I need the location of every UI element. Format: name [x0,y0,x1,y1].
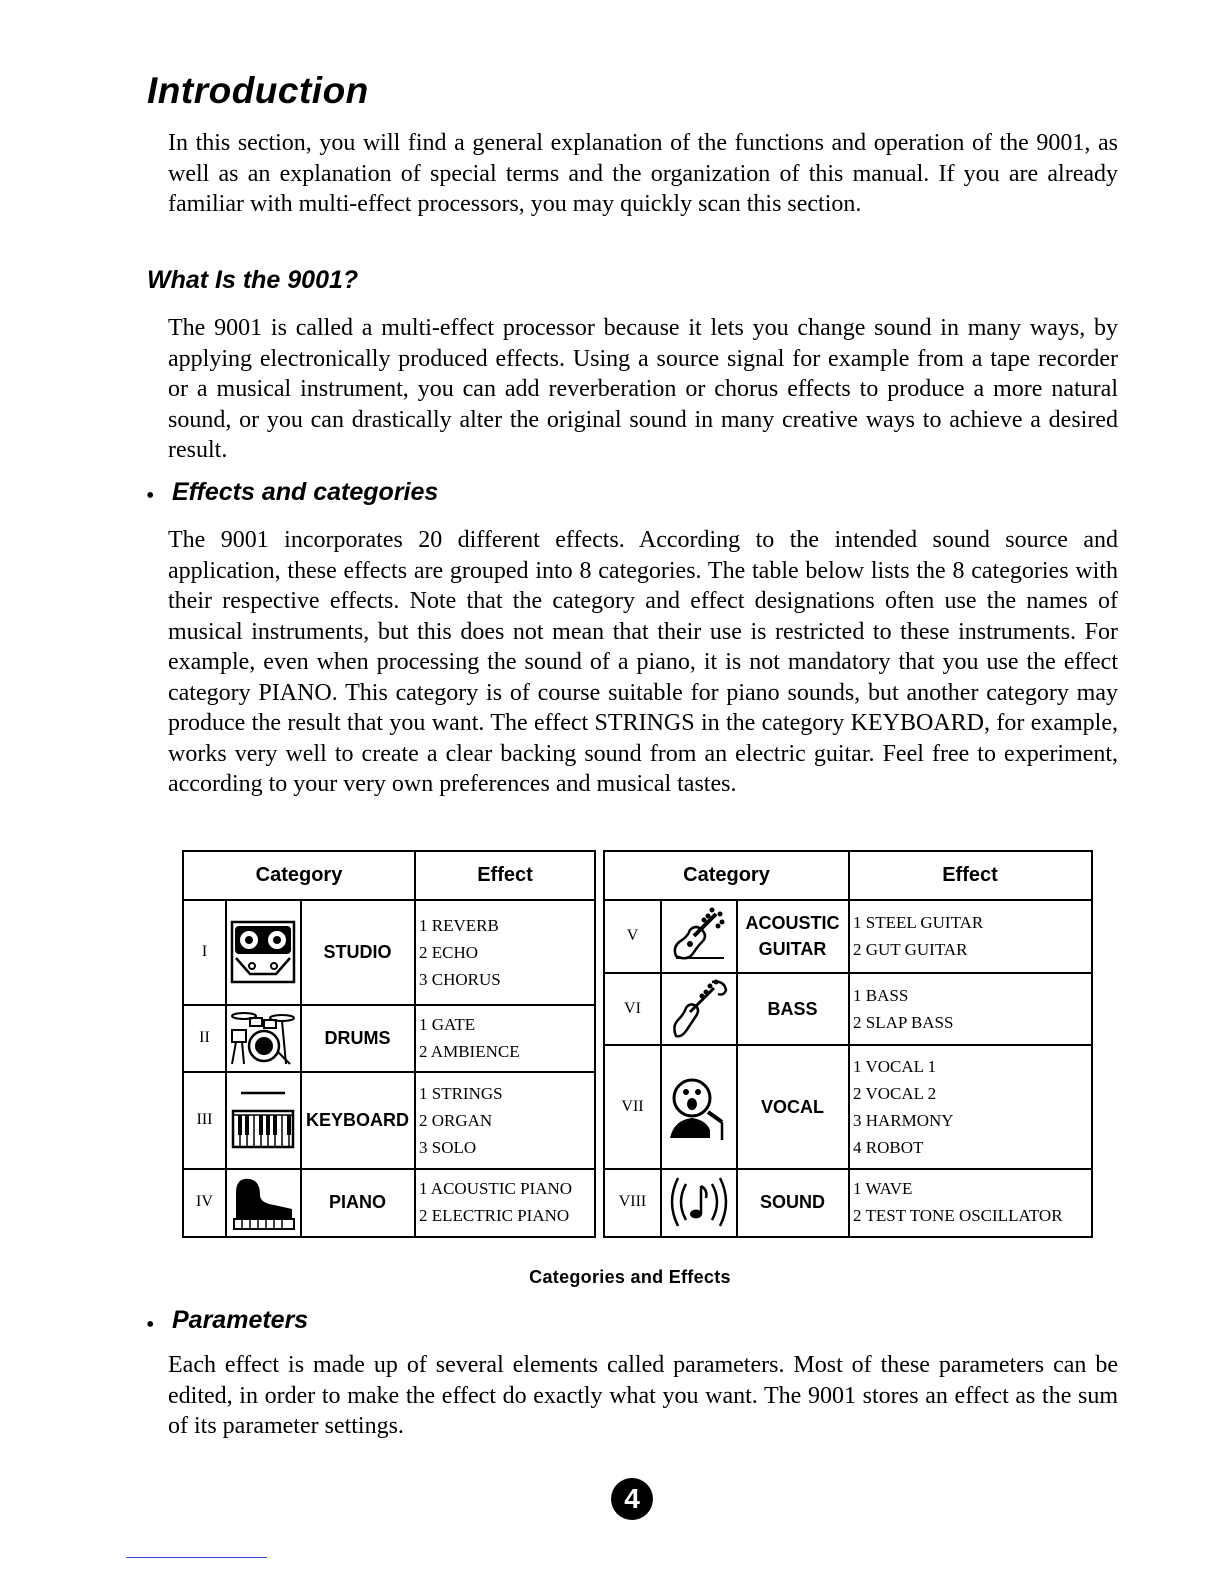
effect-item: 4 ROBOT [853,1137,924,1157]
effect-item: 2 VOCAL 2 [853,1083,937,1103]
effect-item: 2 GUT GUITAR [853,940,968,959]
category-name: SOUND [759,1192,825,1212]
keyboard-icon [226,1072,300,1168]
header-category-left: Category [255,864,343,886]
category-name: BASS [767,998,818,1019]
categories-effects-table [182,850,1093,1238]
parameters-paragraph: Each effect is made up of several elements called parameters. Most of these parameters can be edited, in order to make the effect do exactly what you want. The 9001 stores an effect as the sum of its parameter settings. [168,1352,1118,1439]
category-name: DRUMS [324,1028,391,1048]
bullet-icon: • [146,483,155,509]
effect-item: 2 TEST TONE OSCILLATOR [853,1206,1063,1225]
effect-item: 2 ELECTRIC PIANO [419,1206,570,1225]
effect-list [849,1045,1091,1168]
sound-wave-note-icon [661,1169,736,1235]
category-number: III [196,1111,213,1128]
category-name: STUDIO [323,942,392,962]
category-name-line2: GUITAR [758,939,827,959]
category-name: KEYBOARD [305,1110,409,1130]
effect-item: 3 SOLO [419,1137,477,1157]
effect-list [849,973,1091,1044]
category-number: VIII [618,1193,647,1210]
category-name [737,900,848,972]
effect-item: 3 CHORUS [419,969,501,989]
effect-item: 1 REVERB [419,915,499,935]
category-name: VOCAL [761,1096,824,1117]
category-number: V [626,927,639,944]
effect-list [415,1169,595,1235]
page-title: Introduction [147,70,369,111]
effect-item: 2 AMBIENCE [419,1042,520,1061]
bass-guitar-icon [661,973,736,1044]
grand-piano-icon [226,1169,300,1235]
effect-item: 1 VOCAL 1 [853,1056,937,1076]
effect-item: 2 ORGAN [419,1110,493,1130]
category-number: II [199,1029,210,1046]
category-number: I [201,943,208,960]
effects-paragraph: The 9001 incorporates 20 different effects. According to the intended sound source and application, these effects are grouped into 8 categories. The table below lists the 8 categories with their respective effects. Note that the category and effect designations often use the names of musical instruments, but this does not mean that their use is restricted to these instruments. For example, even when processing the sound of a piano, it is not mandatory that you use the effect category PIANO. This category is of course suitable for piano sounds, but another category may produce the result that you want. The effect STRINGS in the category KEYBOARD, for example, works very well to create a clear backing sound from an electric guitar. Feel free to experiment, according to your very own preferences and musical tastes. [168,527,1118,797]
parameters-heading: Parameters [172,1306,309,1334]
effect-item: 1 ACOUSTIC PIANO [419,1179,573,1198]
table-right-half [603,850,1093,1238]
page-number: 4 [611,1478,653,1520]
effect-item: 1 BASS [853,985,909,1005]
what-is-paragraph: The 9001 is called a multi-effect processor because it lets you change sound in many ways, by applying electronically produced effects. Using a source signal for example from a tape recorder or a musical instrument, you can add reverberation or chorus effects to produce a more natural sound, or you can drastically alter the original sound in many creative ways to achieve a desired result. [168,315,1118,463]
effect-item: 2 ECHO [419,942,479,962]
effects-heading: Effects and categories [172,478,439,506]
header-category-right: Category [683,864,770,886]
drum-kit-icon [226,1005,300,1071]
table-caption: Categories and Effects [529,1267,731,1287]
category-number: IV [196,1193,213,1210]
vocal-singer-icon [661,1045,736,1168]
effect-item: 3 HARMONY [853,1110,954,1130]
effect-item: 1 GATE [419,1015,476,1034]
bullet-icon: • [146,1312,155,1338]
effect-list [415,1072,595,1168]
effect-list [415,900,595,1004]
effect-item: 1 WAVE [853,1179,913,1198]
footer-rule [126,1557,267,1558]
intro-paragraph: In this section, you will find a general explanation of the functions and operation of the 9001, as well as an explanation of special terms and the organization of this manual. If you are already familiar with multi-effect processors, you may quickly scan this section. [168,130,1118,217]
header-effect-right: Effect [942,864,998,886]
tape-reel-icon [226,900,300,1004]
effect-list [415,1005,595,1071]
effect-list [849,1169,1091,1235]
table-left-half [182,850,596,1238]
header-effect-left: Effect [477,864,533,886]
acoustic-guitar-icon [661,900,736,972]
what-is-heading: What Is the 9001? [147,266,359,294]
category-name: PIANO [328,1192,386,1212]
effect-item: 2 SLAP BASS [853,1012,954,1032]
category-name-line1: ACOUSTIC [745,913,840,933]
category-number: VI [624,999,641,1017]
effect-list [849,900,1091,972]
effect-item: 1 STRINGS [419,1083,503,1103]
effect-item: 1 STEEL GUITAR [853,913,984,932]
category-number: VII [621,1097,644,1115]
